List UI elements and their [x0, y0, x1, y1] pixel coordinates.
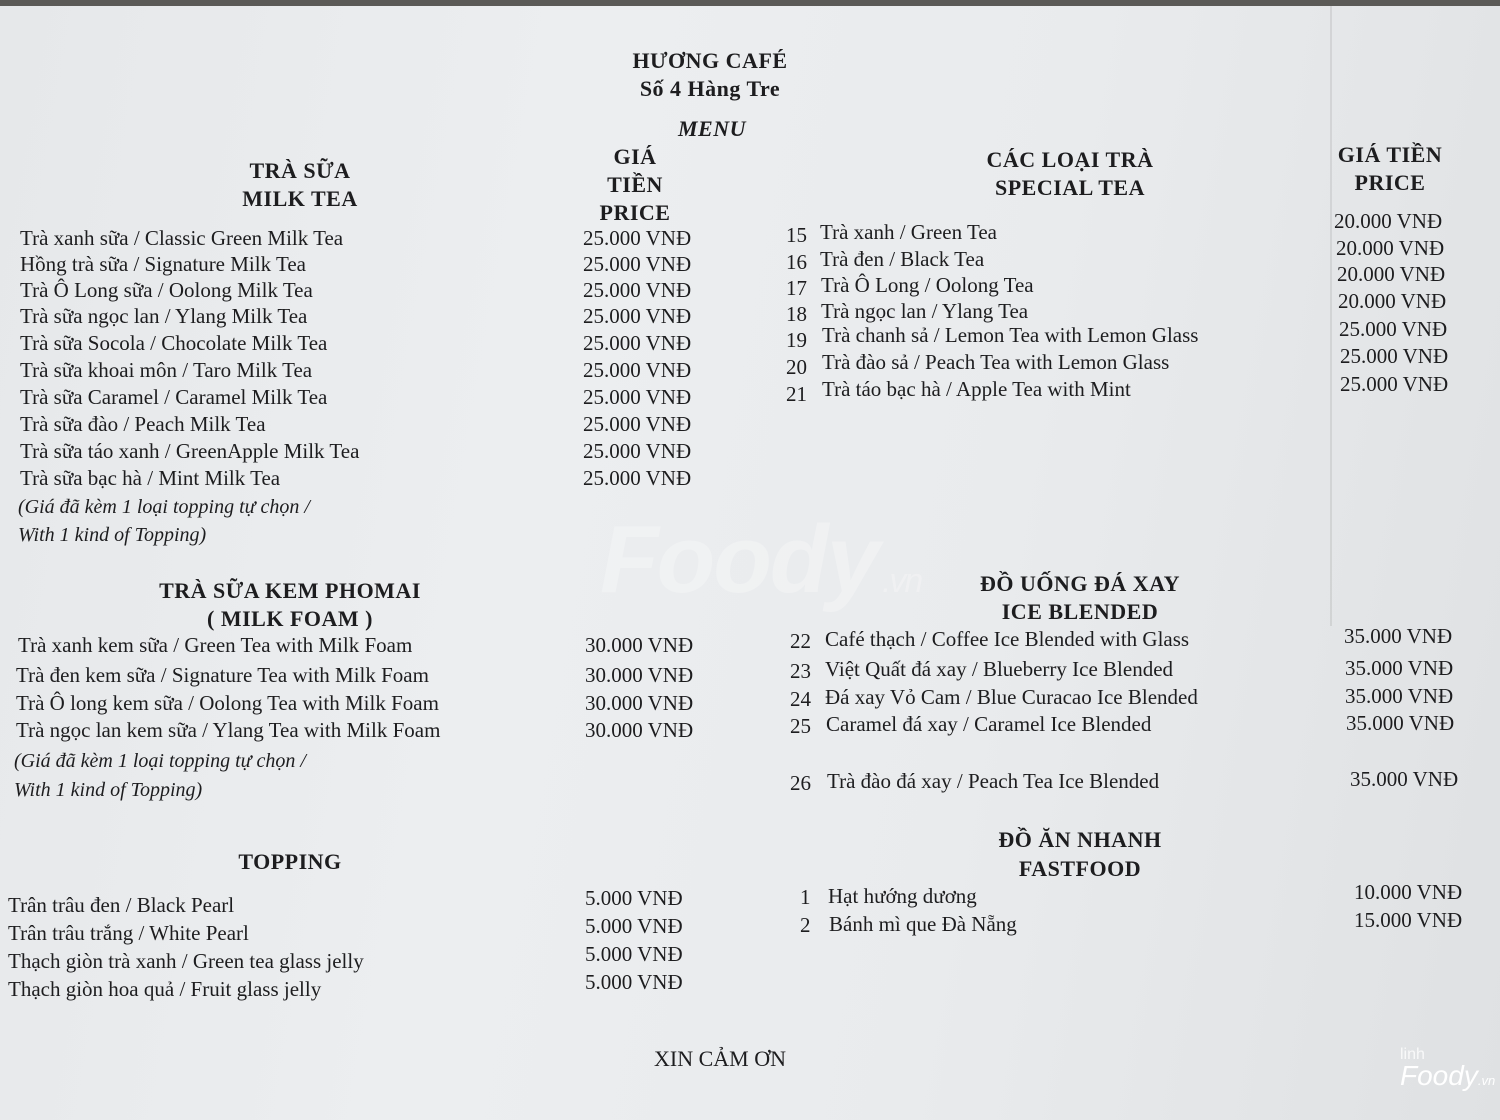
item-price: 15.000 VNĐ [1354, 908, 1463, 932]
item-number: 25 [790, 714, 811, 738]
item-number: 22 [790, 629, 811, 653]
corner-brand: Foody [1400, 1060, 1478, 1091]
list-item: Trà đen kem sữa / Signature Tea with Milk Foam [16, 663, 429, 687]
list-item: Trà Ô Long sữa / Oolong Milk Tea [20, 278, 313, 302]
item-price: 30.000 VNĐ [585, 663, 694, 687]
list-item: Thạch giòn hoa quả / Fruit glass jelly [8, 977, 322, 1001]
item-price: 25.000 VNĐ [583, 226, 692, 250]
list-item: Hồng trà sữa / Signature Milk Tea [20, 252, 306, 276]
item-number: 20 [786, 355, 807, 379]
list-item: Trà Ô long kem sữa / Oolong Tea with Milk Foam [16, 691, 439, 715]
list-item: Caramel đá xay / Caramel Ice Blended [826, 712, 1152, 736]
list-item: Trà đào đá xay / Peach Tea Ice Blended [827, 769, 1160, 793]
special-tea-title-vi: CÁC LOẠI TRÀ [986, 147, 1154, 172]
item-price: 35.000 VNĐ [1345, 684, 1454, 708]
list-item: Đá xay Vỏ Cam / Blue Curacao Ice Blended [825, 685, 1198, 709]
list-item: Trà sữa Socola / Chocolate Milk Tea [20, 331, 328, 355]
item-price: 25.000 VNĐ [1339, 317, 1448, 341]
list-item: Việt Quất đá xay / Blueberry Ice Blended [825, 657, 1174, 681]
item-number: 23 [790, 659, 811, 683]
item-number: 26 [790, 771, 811, 795]
item-price: 25.000 VNĐ [583, 385, 692, 409]
item-price: 5.000 VNĐ [585, 886, 683, 910]
item-number: 24 [790, 687, 811, 711]
item-price: 5.000 VNĐ [585, 914, 683, 938]
item-number: 1 [800, 885, 811, 909]
item-price: 35.000 VNĐ [1346, 711, 1455, 735]
list-item: Trà ngọc lan kem sữa / Ylang Tea with Milk Foam [16, 718, 441, 742]
watermark-brand: Foody [600, 506, 878, 613]
milk-tea-title-vi: TRÀ SỮA [249, 158, 351, 183]
list-item: Trà đào sả / Peach Tea with Lemon Glass [822, 350, 1170, 374]
item-price: 30.000 VNĐ [585, 718, 694, 742]
item-number: 18 [786, 302, 807, 326]
list-item: Trà xanh / Green Tea [820, 220, 997, 244]
list-item: Hạt hướng dương [828, 884, 977, 908]
item-price: 25.000 VNĐ [583, 466, 692, 490]
item-price: 20.000 VNĐ [1337, 262, 1446, 286]
list-item: Café thạch / Coffee Ice Blended with Glass [825, 627, 1190, 651]
topping-note: With 1 kind of Topping) [18, 524, 207, 546]
item-price: 25.000 VNĐ [583, 304, 692, 328]
item-price: 10.000 VNĐ [1354, 880, 1463, 904]
item-price: 35.000 VNĐ [1344, 624, 1453, 648]
item-price: 5.000 VNĐ [585, 970, 683, 994]
item-price: 20.000 VNĐ [1334, 209, 1443, 233]
item-price: 25.000 VNĐ [583, 358, 692, 382]
list-item: Trà táo bạc hà / Apple Tea with Mint [822, 377, 1131, 401]
cafe-address: Số 4 Hàng Tre [639, 76, 781, 101]
topping-note: (Giá đã kèm 1 loại topping tự chọn / [18, 496, 310, 518]
item-price: 25.000 VNĐ [583, 331, 692, 355]
item-price: 25.000 VNĐ [583, 252, 692, 276]
item-price: 25.000 VNĐ [583, 278, 692, 302]
corner-tld: .vn [1477, 1073, 1496, 1088]
item-number: 17 [786, 276, 807, 300]
list-item: Trà sữa táo xanh / GreenApple Milk Tea [20, 439, 360, 463]
foody-watermark [600, 505, 921, 615]
list-item: Trà sữa khoai môn / Taro Milk Tea [20, 358, 313, 382]
milk-foam-title-vi: TRÀ SỮA KEM PHOMAI [159, 578, 421, 603]
item-number: 15 [786, 223, 807, 247]
ice-blended-title-vi: ĐỒ UỐNG ĐÁ XAY [980, 571, 1180, 596]
list-item: Trà xanh sữa / Classic Green Milk Tea [20, 226, 344, 250]
item-price: 25.000 VNĐ [583, 439, 692, 463]
topping-note: (Giá đã kèm 1 loại topping tự chọn / [14, 750, 306, 772]
milk-tea-price-header-3: PRICE [599, 200, 671, 225]
list-item: Thạch giòn trà xanh / Green tea glass jelly [8, 949, 364, 973]
watermark-tld: .vn [881, 562, 922, 600]
list-item: Trà ngọc lan / Ylang Tea [821, 299, 1029, 323]
item-number: 21 [786, 382, 807, 406]
item-number: 2 [800, 913, 811, 937]
milk-tea-price-header-2: TIỀN [607, 172, 663, 197]
fastfood-title-vi: ĐỒ ĂN NHANH [998, 827, 1162, 852]
watermark-user: linh [1400, 1046, 1425, 1063]
item-price: 25.000 VNĐ [1340, 344, 1449, 368]
cafe-name: HƯƠNG CAFÉ [632, 48, 788, 73]
item-price: 30.000 VNĐ [585, 691, 694, 715]
item-number: 16 [786, 250, 807, 274]
list-item: Trà sữa Caramel / Caramel Milk Tea [20, 385, 328, 409]
item-price: 35.000 VNĐ [1350, 767, 1459, 791]
item-price: 25.000 VNĐ [1340, 372, 1449, 396]
item-number: 19 [786, 328, 807, 352]
milk-tea-title-en: MILK TEA [242, 186, 358, 211]
special-tea-title-en: SPECIAL TEA [995, 175, 1145, 200]
topping-note: With 1 kind of Topping) [14, 779, 203, 801]
special-tea-price-header-2: PRICE [1354, 170, 1426, 195]
list-item: Trà sữa bạc hà / Mint Milk Tea [20, 466, 281, 490]
item-price: 5.000 VNĐ [585, 942, 683, 966]
item-price: 20.000 VNĐ [1338, 289, 1447, 313]
paper-fold [1330, 6, 1332, 626]
list-item: Bánh mì que Đà Nẵng [829, 912, 1017, 936]
list-item: Trà đen / Black Tea [820, 247, 985, 271]
list-item: Trà sữa đào / Peach Milk Tea [20, 412, 266, 436]
ice-blended-title-en: ICE BLENDED [1001, 599, 1159, 624]
fastfood-title-en: FASTFOOD [1018, 856, 1142, 881]
thank-you: XIN CẢM ƠN [654, 1046, 786, 1071]
list-item: Trà Ô Long / Oolong Tea [821, 273, 1034, 297]
corner-watermark [1400, 1046, 1495, 1092]
special-tea-price-header-1: GIÁ TIỀN [1337, 142, 1443, 167]
item-price: 25.000 VNĐ [583, 412, 692, 436]
item-price: 20.000 VNĐ [1336, 236, 1445, 260]
menu-label: MENU [677, 116, 746, 141]
item-price: 30.000 VNĐ [585, 633, 694, 657]
list-item: Trân trâu trắng / White Pearl [8, 921, 249, 945]
list-item: Trà xanh kem sữa / Green Tea with Milk Foam [18, 633, 413, 657]
milk-tea-price-header-1: GIÁ [613, 144, 657, 169]
list-item: Trà chanh sả / Lemon Tea with Lemon Glass [822, 323, 1199, 347]
list-item: Trà sữa ngọc lan / Ylang Milk Tea [20, 304, 308, 328]
topping-title: TOPPING [238, 849, 342, 874]
item-price: 35.000 VNĐ [1345, 656, 1454, 680]
milk-foam-title-en: ( MILK FOAM ) [207, 606, 373, 631]
list-item: Trân trâu đen / Black Pearl [8, 893, 235, 917]
